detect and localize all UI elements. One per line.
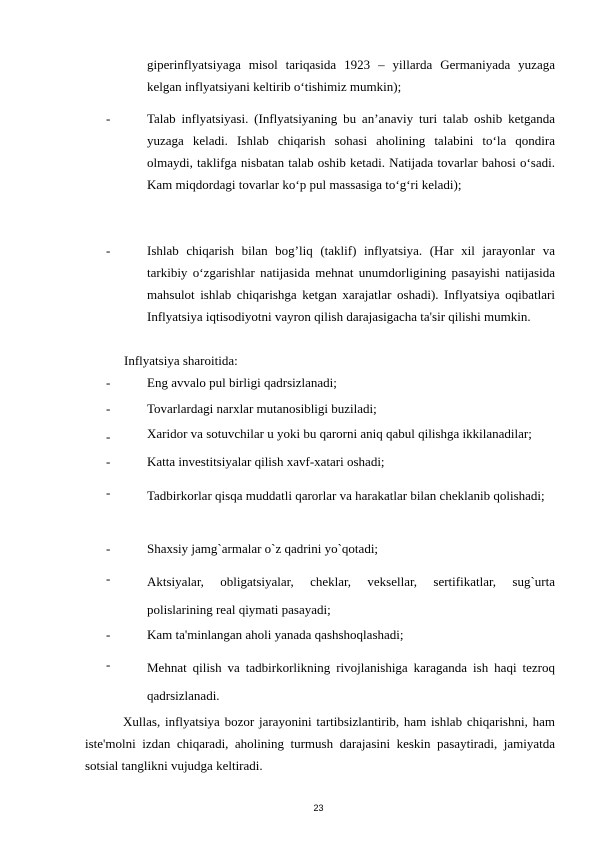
list-item: Shaxsiy jamg`armalar o`z qadrini yo`qotadi; (147, 541, 379, 556)
list-item: Tovarlardagi narxlar mutanosibligi buziladi; (147, 401, 377, 416)
conclusion-paragraph: Xullas, inflyatsiya bozor jarayonini tartibsizlantirib, ham ishlab chiqarishni, ham iste'molni izdan chiqaradi, aholining turmush darajasini keskin pasaytiradi, jamiyatda sotsial tanglikni vujudga keltiradi. (85, 714, 555, 773)
list-dash: - (106, 243, 111, 258)
list-item: Xaridor va sotuvchilar u yoki bu qarorni aniq qabul qilishga ikkilanadilar; (147, 426, 532, 441)
list-dash: - (106, 429, 111, 444)
list-dash: - (106, 375, 111, 390)
list-item: Tadbirkorlar qisqa muddatli qarorlar va harakatlar bilan cheklanib qolishadi; (147, 488, 545, 503)
conditions-heading: Inflyatsiya sharoitida: (124, 353, 238, 368)
continuation-text: giperinflyatsiyaga misol tariqasida 1923 – yillarda Germaniyada yuzaga kelgan inflyatsiyani keltirib o‘tishimiz mumkin); (147, 57, 555, 94)
list-item-demand-inflation: Talab inflyatsiyasi. (Inflyatsiyaning bu an’anaviy turi talab oshib ketganda yuzaga keladi. Ishlab chiqarish sohasi aholining talabini to‘la qondira olmaydi, taklifga nisbatan talab oshib ketadi. Natijada tovarlar bahosi o‘sadi. Kam miqdordagi tovarlar ko‘p pul massasiga to‘g‘ri keladi); (147, 111, 555, 192)
list-dash: - (106, 111, 111, 126)
page-number: 23 (313, 803, 324, 813)
list-dash: - (106, 657, 111, 672)
list-dash: - (106, 454, 111, 469)
list-item: Kam ta'minlangan aholi yanada qashshoqlashadi; (147, 627, 404, 642)
list-dash: - (106, 627, 111, 642)
list-item-supply-inflation: Ishlab chiqarish bilan bog’liq (taklif) inflyatsiya. (Har xil jarayonlar va tarkibiy o‘zgarishlar natijasida mehnat unumdorligining pasayishi natijasida mahsulot ishlab chiqarishga ketgan xarajatlar oshadi). Inflyatsiya oqibatlari Inflyatsiya iqtisodiyotni vayron qilish darajasigacha ta'sir qilishi mumkin. (147, 243, 555, 324)
list-item: Eng avvalo pul birligi qadrsizlanadi; (147, 375, 337, 390)
list-dash: - (106, 541, 111, 556)
list-item: Mehnat qilish va tadbirkorlikning rivojlanishiga karaganda ish haqi tezroq qadrsizlanadi. (147, 660, 555, 703)
list-item: Aktsiyalar, obligatsiyalar, cheklar, veksellar, sertifikatlar, sug`urta polislarining real qiymati pasayadi; (147, 574, 555, 617)
list-dash: - (106, 571, 111, 586)
list-dash: - (106, 401, 111, 416)
list-item: Katta investitsiyalar qilish xavf-xatari oshadi; (147, 454, 385, 469)
list-dash: - (106, 485, 111, 500)
